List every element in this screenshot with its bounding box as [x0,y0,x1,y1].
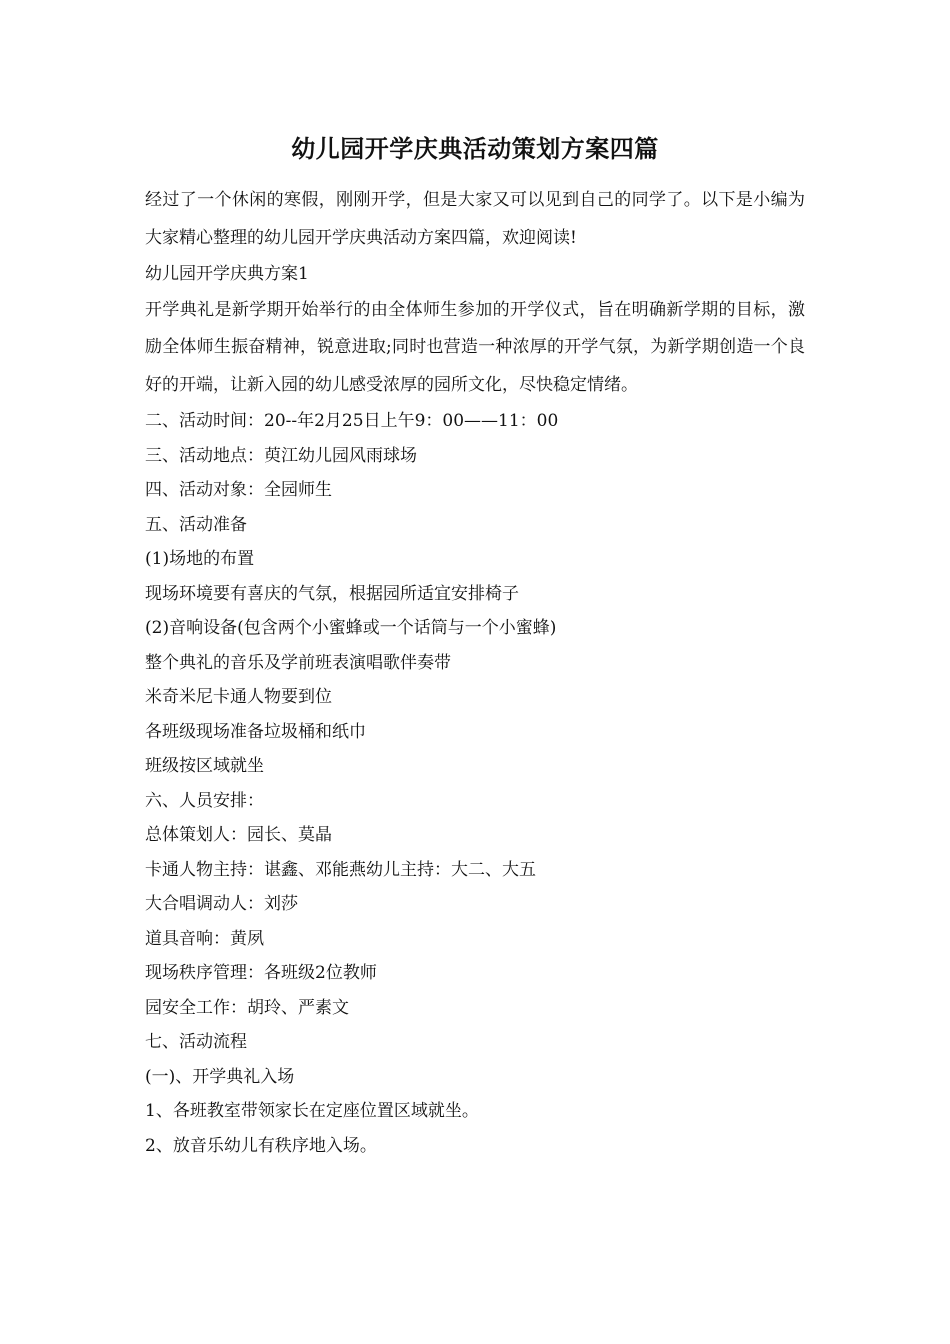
process-entrance-heading: (一)、开学典礼入场 [145,1066,295,1087]
process-step-2: 2、放音乐幼儿有秩序地入场。 [145,1135,377,1156]
venue-setup-heading: (1)场地的布置 [145,549,255,569]
document-title: 幼儿园开学庆典活动策划方案四篇 [291,134,659,163]
staff-planner: 总体策划人：园长、莫晶 [145,825,332,845]
document-body [145,182,805,1163]
activity-time: 二、活动时间：20--年2月25日上午9：00——11：00 [145,411,559,431]
music-item: 整个典礼的音乐及学前班表演唱歌伴奏带 [145,652,451,673]
cartoon-item: 米奇米尼卡通人物要到位 [145,687,332,707]
staff-safety: 园安全工作：胡玲、严素文 [145,997,349,1018]
staff-chorus: 大合唱调动人：刘莎 [145,894,298,914]
audio-equipment-heading: (2)音响设备(包含两个小蜜蜂或一个话筒与一个小蜜蜂) [145,618,557,638]
purpose-paragraph: 开学典礼是新学期开始举行的由全体师生参加的开学仪式，旨在明确新学期的目标，激励全体师生振奋精神，锐意进取;同时也营造一种浓厚的开学气氛，为新学期创造一个良好的开端，让新入园的幼儿感受浓厚的园所文化，尽快稳定情绪。 [145,299,805,395]
staff-order: 现场秩序管理：各班级2位教师 [145,963,377,983]
activity-location: 三、活动地点：萸江幼儿园风雨球场 [145,445,417,466]
intro-paragraph: 经过了一个休闲的寒假，刚刚开学，但是大家又可以见到自己的同学了。以下是小编为大家精心整理的幼儿园开学庆典活动方案四篇，欢迎阅读! [145,190,805,248]
venue-setup-text: 现场环境要有喜庆的气氛，根据园所适宜安排椅子 [145,583,519,604]
process-step-1: 1、各班教室带领家长在定座位置区域就坐。 [145,1101,479,1121]
section-heading-plan-1: 幼儿园开学庆典方案1 [145,264,309,284]
activity-participants: 四、活动对象：全园师生 [145,480,332,500]
staff-hosts: 卡通人物主持：谌鑫、邓能燕幼儿主持：大二、大五 [145,859,536,880]
activity-preparation-heading: 五、活动准备 [145,514,247,535]
staff-arrangement-heading: 六、人员安排： [145,790,264,811]
seating-item: 班级按区域就坐 [145,756,264,776]
process-heading: 七、活动流程 [145,1032,247,1052]
staff-props-audio: 道具音响：黄夙 [145,928,264,949]
trash-item: 各班级现场准备垃圾桶和纸巾 [145,721,366,742]
